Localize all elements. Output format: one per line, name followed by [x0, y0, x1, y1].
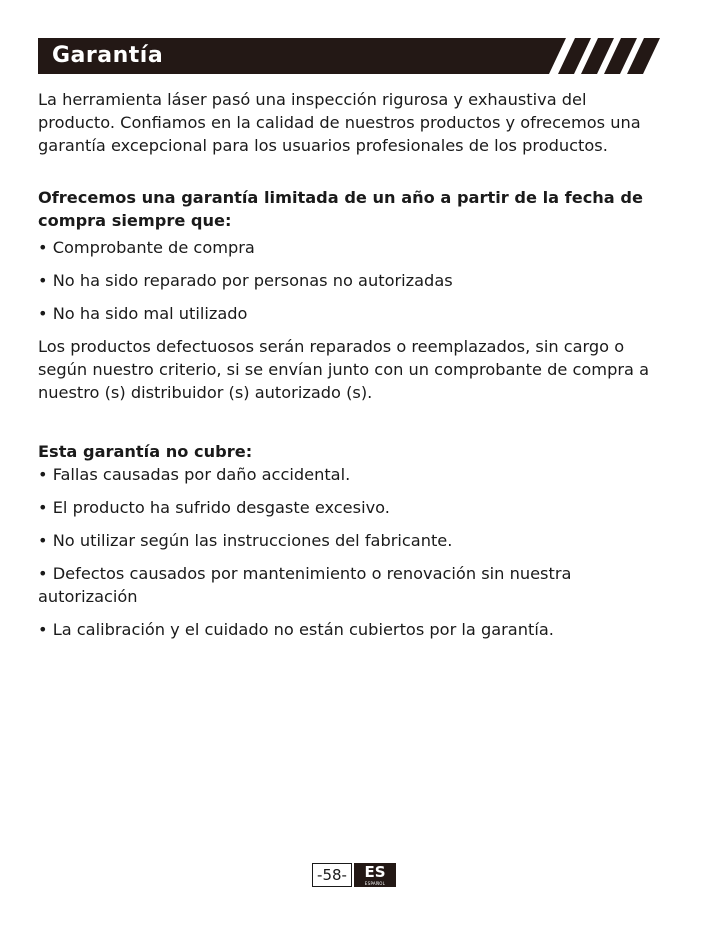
list-item: • Fallas causadas por daño accidental. — [38, 465, 351, 484]
repair-paragraph: Los productos defectuosos serán reparados o reemplazados, sin cargo o según nuestro criterio, si se envían junto con un comprobante de compra a nuestro (s) distribuidor (s) autorizado (s). — [38, 337, 649, 402]
page-number: -58- — [312, 863, 352, 887]
warranty-heading: Ofrecemos una garantía limitada de un año a partir de la fecha de compra siempre que: — [38, 188, 643, 230]
list-item: • No ha sido reparado por personas no autorizadas — [38, 271, 453, 290]
list-item: • No utilizar según las instrucciones del fabricante. — [38, 531, 453, 550]
list-item: • La calibración y el cuidado no están cubiertos por la garantía. — [38, 620, 554, 639]
list-item: • Defectos causados por mantenimiento o renovación sin nuestra autorización — [38, 564, 572, 606]
list-item: • Comprobante de compra — [38, 238, 255, 257]
language-code: ES — [364, 863, 386, 881]
document-body — [38, 88, 668, 641]
intro-paragraph: La herramienta láser pasó una inspección rigurosa y exhaustiva del producto. Confiamos en la calidad de nuestros productos y ofrecemos una garantía excepcional para los usuarios profesionales de los productos. — [38, 90, 641, 155]
list-item: • El producto ha sufrido desgaste excesivo. — [38, 498, 390, 517]
language-badge — [354, 863, 396, 887]
list-item: • No ha sido mal utilizado — [38, 304, 248, 323]
language-name: ESPAÑOL — [364, 881, 386, 886]
section-header — [38, 38, 660, 74]
page-footer — [312, 863, 396, 889]
page-title: Garantía — [52, 43, 164, 68]
exclusions-heading: Esta garantía no cubre: — [38, 442, 253, 461]
